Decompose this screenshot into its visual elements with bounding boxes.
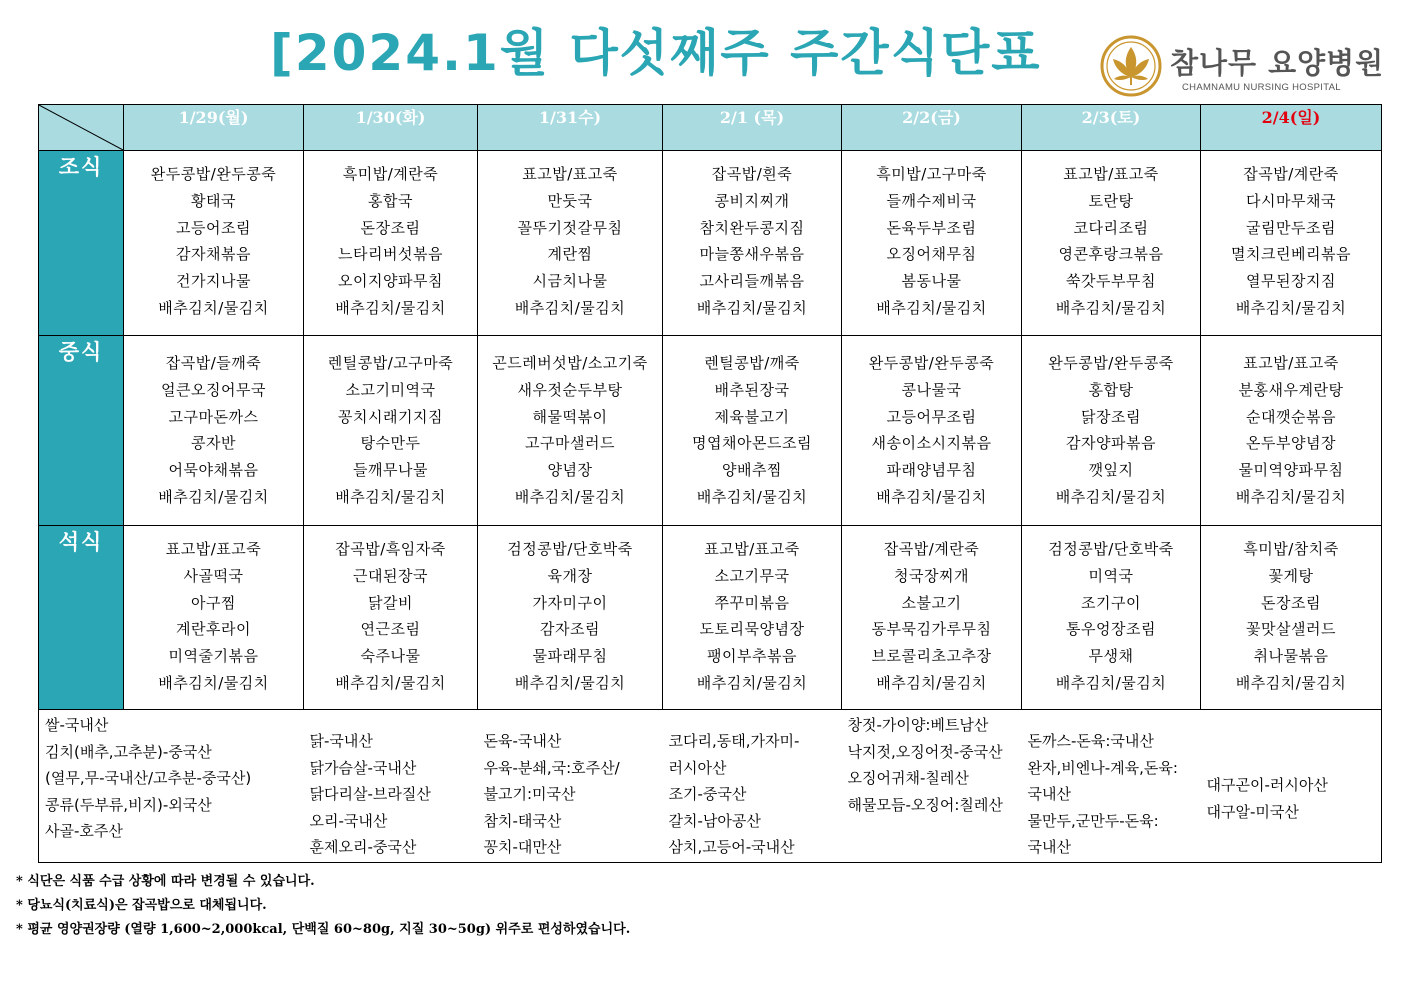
menu-item: 흑미밥/계란죽 [342,165,439,183]
menu-item: 배추김치/물김치 [1055,298,1167,317]
menu-item: 봄동나물 [901,272,962,291]
meal-label: 중식 [39,336,124,526]
menu-item: 사골떡국 [183,566,244,585]
origin-item: 닭-국내산 [309,732,373,750]
origin-column [1022,710,1201,863]
menu-item: 팽이부추볶음 [707,647,797,666]
origin-item: 쌀-국내산 [45,716,109,734]
origin-item: 대구알-미국산 [1206,802,1299,821]
menu-item: 온두부양념장 [1246,434,1336,453]
menu-item: 꼴뚜기젓갈무침 [517,218,623,237]
menu-item: 렌틸콩밥/고구마죽 [327,354,454,372]
menu-item: 근대된장국 [353,566,428,585]
menu-item: 고등어무조림 [886,407,977,426]
menu-item: 들깨무나물 [353,461,428,480]
footnotes [16,870,630,942]
menu-item: 검정콩밥/단호박죽 [1048,540,1174,558]
menu-item: 파래양념무침 [886,461,977,480]
menu-item: 배추김치/물김치 [876,298,987,317]
menu-item: 렌틸콩밥/깨죽 [704,354,800,372]
menu-item: 표고밥/표고죽 [704,540,800,558]
origin-item: 돈까스-돈육:국내산 [1027,732,1154,750]
menu-item: 표고밥/표고죽 [1063,165,1159,183]
menu-cell [124,336,304,526]
origin-column [478,710,663,863]
origin-item: 조기-중국산 [668,785,747,804]
menu-item: 배추김치/물김치 [696,487,808,506]
menu-item: 조기구이 [1081,593,1141,612]
menu-cell [478,151,663,336]
meal-row-dinner [39,526,1382,710]
origin-item: 대구곤이-러시아산 [1206,776,1328,794]
footnote: * 평균 영양권장량 (열량 1,600~2,000kcal, 단백질 60~80g, 지질 30~50g) 위주로 편성하였습니다. [16,922,631,937]
footnote: * 식단은 식품 수급 상황에 따라 변경될 수 있습니다. [16,874,315,889]
footnote: * 당뇨식(치료식)은 잡곡밥으로 대체됩니다. [16,898,267,913]
menu-item: 돈장조림 [1261,593,1321,612]
menu-item: 다시마무채국 [1246,191,1336,210]
menu-cell [304,151,478,336]
menu-item: 분홍새우계란탕 [1238,380,1344,399]
menu-item: 숙주나물 [360,647,421,666]
menu-item: 흑미밥/고구마죽 [876,165,987,183]
meal-label: 석식 [39,526,124,710]
menu-item: 곤드레버섯밥/소고기죽 [492,354,648,372]
menu-item: 물미역양파무침 [1238,461,1344,480]
menu-item: 꽃맛살샐러드 [1246,620,1336,639]
menu-item: 완두콩밥/완두콩죽 [150,165,277,183]
menu-item: 새송이소시지볶음 [871,434,992,453]
menu-item: 얼큰오징어무국 [161,380,266,399]
menu-item: 콩나물국 [901,380,962,399]
menu-item: 소고기무국 [714,566,790,585]
leaf-emblem-icon [1100,35,1162,97]
origin-info-row [39,710,1382,863]
menu-item: 배추김치/물김치 [335,487,446,506]
menu-cell [663,526,842,710]
page-title: [2024.1월 다섯째주 주간식단표 [270,24,1042,82]
menu-item: 고사리들깨볶음 [699,272,805,291]
menu-item: 배추김치/물김치 [1235,487,1347,506]
menu-item: 새우젓순두부탕 [517,380,623,399]
origin-column [663,710,842,863]
day-header: 2/3(토) [1022,105,1201,151]
origin-item: 창젓-가이양:베트남산 [847,716,989,734]
menu-item: 감자채볶음 [176,245,251,264]
menu-cell [842,526,1022,710]
origin-item: 사골-호주산 [45,822,123,841]
menu-item: 순대깻순볶음 [1246,407,1336,426]
origin-item: 오징어귀채-칠레산 [847,769,969,788]
menu-item: 배추김치/물김치 [514,673,626,692]
menu-item: 잡곡밥/흑임자죽 [335,540,446,558]
menu-item: 쑥갓두부무침 [1066,272,1156,291]
menu-item: 청국장찌개 [894,566,969,585]
menu-item: 배추김치/물김치 [158,298,269,317]
menu-item: 브로콜리초고추장 [871,647,992,666]
menu-item: 배추김치/물김치 [1235,298,1347,317]
origin-item: (열무,무-국내산/고추분-중국산) [45,769,252,788]
menu-cell [1201,151,1382,336]
menu-item: 육개장 [547,566,593,585]
menu-item: 배추김치/물김치 [696,298,808,317]
menu-item: 멸치크린베리볶음 [1231,245,1351,264]
menu-item: 잡곡밥/흰죽 [711,165,793,183]
menu-item: 배추김치/물김치 [1055,673,1167,692]
menu-item: 홍합국 [368,191,413,210]
menu-item: 검정콩밥/단호박죽 [507,540,633,558]
menu-item: 느타리버섯볶음 [338,245,443,264]
menu-item: 쭈꾸미볶음 [714,593,790,612]
hospital-name: 참나무 요양병원 [1170,46,1385,80]
menu-item: 잡곡밥/계란죽 [883,540,980,558]
origin-item: 참치-태국산 [483,811,562,830]
menu-item: 들깨수제비국 [886,191,977,210]
menu-item: 배추김치/물김치 [335,298,446,317]
menu-cell [1201,526,1382,710]
menu-item: 배추김치/물김치 [1235,673,1347,692]
menu-item: 잡곡밥/계란죽 [1243,165,1339,183]
menu-cell [304,336,478,526]
menu-item: 소불고기 [901,593,962,612]
menu-item: 배추김치/물김치 [1055,487,1167,506]
menu-item: 미역국 [1088,566,1134,585]
menu-cell [1201,336,1382,526]
menu-item: 돈육두부조림 [886,218,977,237]
origin-item: 해물모듬-오징어:칠레산 [847,795,1003,814]
menu-item: 명엽채아몬드조림 [692,434,812,453]
weekly-menu-table [38,104,1382,863]
menu-item: 해물떡볶이 [532,407,608,426]
menu-item: 감자양파볶음 [1066,434,1156,453]
menu-item: 표고밥/표고죽 [522,165,618,183]
corner-cell [39,105,124,151]
day-header: 1/31수) [478,105,663,151]
menu-item: 꽃게탕 [1268,566,1314,585]
menu-cell [304,526,478,710]
menu-item: 연근조림 [360,620,421,639]
origin-item: 코다리,동태,가자미-러시아산 [668,732,800,777]
menu-item: 배추김치/물김치 [158,487,269,506]
origin-item: 완자,비엔나-계육,돈육:국내산 [1027,758,1178,804]
menu-cell [663,151,842,336]
menu-cell [478,526,663,710]
origin-column [304,710,478,863]
menu-item: 완두콩밥/완두콩죽 [1048,354,1174,372]
origin-item: 돈육-국내산 [483,732,562,750]
menu-item: 탕수만두 [360,434,421,453]
menu-item: 제육불고기 [714,407,790,426]
menu-item: 배추김치/물김치 [514,487,626,506]
menu-item: 양념장 [547,461,593,480]
menu-item: 홍합탕 [1088,380,1134,399]
origin-item: 꽁치-대만산 [483,838,562,857]
menu-item: 완두콩밥/완두콩죽 [868,354,995,372]
menu-item: 미역줄기볶음 [168,647,259,666]
menu-item: 감자조림 [540,620,600,639]
menu-item: 마늘쫑새우볶음 [699,245,805,264]
origin-item: 콩류(두부류,비지)-외국산 [45,795,212,814]
menu-cell [124,151,304,336]
menu-item: 꽁치시래기지짐 [338,407,443,426]
menu-cell [1022,526,1201,710]
hospital-name-english: CHAMNAMU NURSING HOSPITAL [1182,82,1341,93]
menu-item: 가자미구이 [532,593,608,612]
menu-item: 토란탕 [1088,191,1134,210]
menu-item: 만둣국 [547,191,593,210]
day-header-sunday: 2/4(일) [1201,105,1382,151]
menu-item: 잡곡밥/들깨죽 [165,354,262,372]
menu-item: 배추김치/물김치 [158,673,269,692]
menu-item: 영콘후랑크볶음 [1058,245,1164,264]
menu-item: 닭장조림 [1081,407,1141,426]
menu-item: 고구마돈까스 [168,407,259,426]
menu-item: 무생채 [1088,647,1134,666]
menu-item: 굴림만두조림 [1246,218,1336,237]
meal-row-breakfast [39,151,1382,336]
menu-item: 고등어조림 [176,218,251,237]
menu-item: 배추김치/물김치 [514,298,626,317]
menu-item: 깻잎지 [1088,461,1134,480]
menu-cell [842,151,1022,336]
menu-item: 표고밥/표고죽 [1243,354,1339,372]
menu-item: 코다리조림 [1073,218,1149,237]
origin-item: 우육-분쇄,국:호주산/불고기:미국산 [483,758,620,804]
day-header: 2/1 (목) [663,105,842,151]
menu-item: 계란후라이 [176,620,251,639]
menu-item: 배추김치/물김치 [876,673,987,692]
origin-item: 닭다리살-브라질산 [309,785,431,804]
origin-item: 오리-국내산 [309,811,388,830]
menu-item: 계란찜 [547,245,593,264]
menu-item: 오이지양파무침 [338,272,443,291]
menu-item: 어묵야채볶음 [168,461,259,480]
origin-column [842,710,1022,863]
day-header: 2/2(금) [842,105,1022,151]
meal-row-lunch [39,336,1382,526]
menu-item: 소고기미역국 [345,380,436,399]
menu-item: 배추된장국 [714,380,790,399]
origin-column [39,710,304,863]
menu-item: 동부묵김가루무침 [871,620,992,639]
menu-cell [124,526,304,710]
menu-item: 닭갈비 [368,593,413,612]
meal-label: 조식 [39,151,124,336]
origin-item: 갈치-남아공산 [668,811,761,830]
menu-item: 시금치나물 [532,272,608,291]
origin-item: 닭가슴살-국내산 [309,758,417,777]
menu-cell [1022,336,1201,526]
origin-item: 훈제오리-중국산 [309,838,417,857]
menu-item: 배추김치/물김치 [696,673,808,692]
menu-cell [842,336,1022,526]
menu-item: 아구찜 [191,593,236,612]
menu-item: 돈장조림 [360,218,421,237]
hospital-logo [1100,35,1385,97]
origin-item: 삼치,고등어-국내산 [668,838,795,857]
menu-item: 배추김치/물김치 [876,487,987,506]
menu-item: 물파래무침 [532,647,608,666]
menu-item: 흑미밥/참치죽 [1243,540,1339,558]
menu-item: 콩자반 [191,434,236,453]
menu-item: 고구마샐러드 [525,434,615,453]
menu-item: 통우엉장조림 [1066,620,1156,639]
day-header: 1/30(화) [304,105,478,151]
menu-item: 황태국 [191,191,236,210]
menu-cell [663,336,842,526]
menu-item: 참치완두콩지짐 [699,218,805,237]
menu-item: 오징어채무침 [886,245,977,264]
menu-item: 배추김치/물김치 [335,673,446,692]
menu-item: 도토리묵양념장 [699,620,805,639]
menu-item: 열무된장지짐 [1246,272,1336,291]
origin-item: 낙지젓,오징어젓-중국산 [847,742,1003,761]
menu-item: 취나물볶음 [1253,647,1329,666]
menu-cell [478,336,663,526]
day-header: 1/29(월) [124,105,304,151]
origin-item: 김치(배추,고추분)-중국산 [45,742,212,761]
menu-item: 양배추찜 [722,461,782,480]
menu-cell [1022,151,1201,336]
menu-item: 표고밥/표고죽 [165,540,262,558]
day-header-row [39,105,1382,151]
origin-column [1201,710,1382,863]
menu-item: 건가지나물 [176,272,251,291]
menu-item: 콩비지찌개 [714,191,790,210]
origin-item: 물만두,군만두-돈육:국내산 [1027,811,1159,857]
